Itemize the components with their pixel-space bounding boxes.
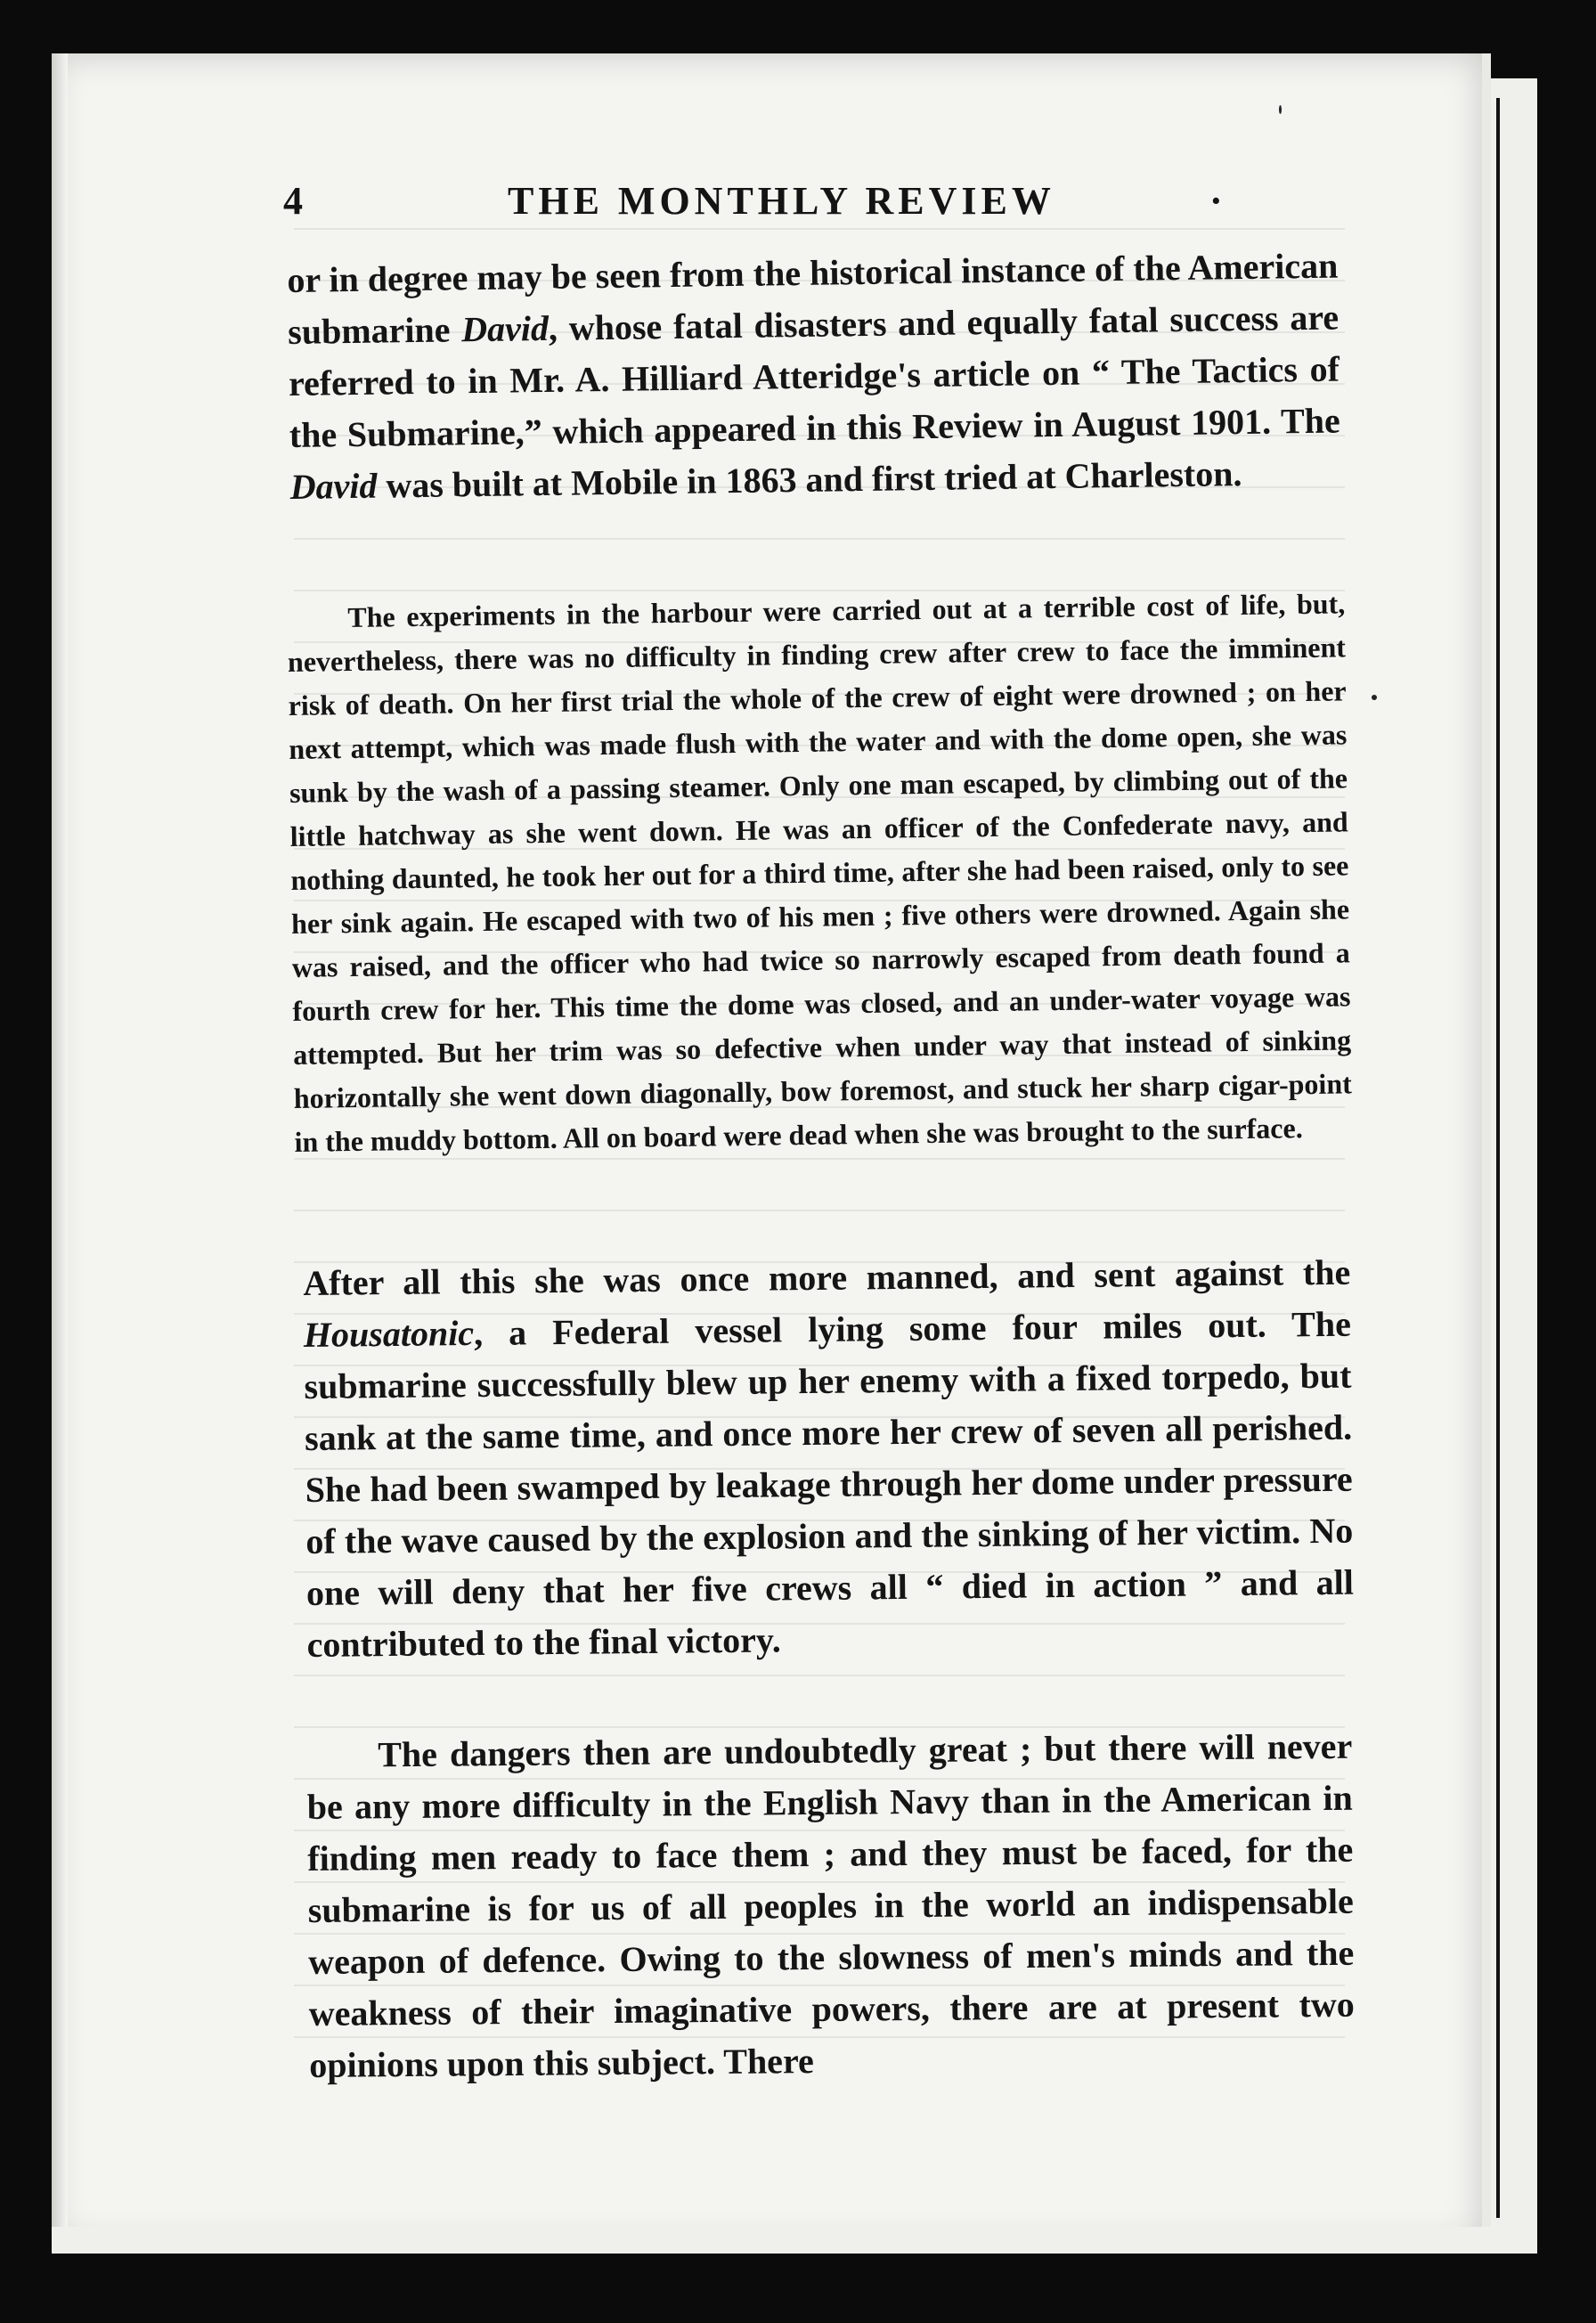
ship-name-italic: Housatonic: [303, 1312, 475, 1355]
paragraph-text: After all this she was once more manned, and sent against the: [303, 1251, 1351, 1303]
paragraph-text: was built at Mobile in 1863 and first tried at Charleston.: [377, 453, 1242, 506]
page-edge-shadow: [1482, 53, 1491, 2245]
paragraph-text: , whose fatal disasters and equally fatal success are referred to in Mr. A. Hilliard Atteridge's article on “ The Tactics of the Submarine,” which appeared in this Review in August 1901. The: [288, 297, 1341, 455]
page-bottom-edge: [52, 2227, 1537, 2254]
page-number: 4: [283, 179, 303, 223]
paragraph-housatonic: [303, 1247, 1355, 1671]
block-quotation: The experiments in the harbour were carried out at a terrible cost of life, but, nevertheless, there was no difficulty in finding crew after crew to face the imminent risk of death. On her first trial the whole of the crew of eight were drowned ; on her next attempt, which was made flush with the water and with the dome open, she was sunk by the wash of a passing steamer. Only one man escaped, by climbing out of the little hatchway as she went down. He was an officer of the Confederate navy, and nothing daunted, he took her out for a third time, after she had been raised, only to see her sink again. He escaped with two of his men ; five others were drowned. Again she was raised, and the officer who had twice so narrowly escaped from death found a fourth crew for her. This time the dome was closed, and an under-water voyage was attempted. But her trim was so defective when under way that instead of sinking horizontally she went down diagonally, bow foremost, and stuck her sharp cigar-point in the muddy bottom. All on board were dead when she was brought to the surface.: [287, 587, 1352, 1158]
journal-title: THE MONTHLY REVIEW: [508, 179, 1055, 223]
paragraph-text: , a Federal vessel lying some four miles out. The submarine successfully blew up her enemy with a fixed torpedo, but sank at the same time, and once more her crew of seven all perished. She had been swamped by leakage through her dome under pressure of the wave caused by the explosion and the sinking of her victim. No one will deny that her five crews all “ died in action ” and all contributed to the final victory.: [304, 1303, 1355, 1665]
scan-speck: [1372, 695, 1377, 700]
paragraph-dangers: The dangers then are undoubtedly great ; but there will never be any more difficulty in the English Navy than in the American in finding men ready to face them ; and they must be faced, for the submarine is for us of all peoples in the world an indispensable weapon of defence. Owing to the slowness of men's minds and the weakness of their imaginative powers, there are at present two opinions upon this subject. There: [306, 1725, 1355, 2085]
ship-name-italic: David: [289, 465, 378, 507]
paragraph-text: or in degree may be seen from the historical instance of the American submarine: [287, 245, 1339, 352]
ship-name-italic: David: [460, 307, 550, 350]
running-head-mark: ·: [1209, 179, 1223, 223]
scan-speck: [1279, 105, 1282, 114]
page-gutter-shadow: [52, 53, 68, 2245]
running-head: [283, 178, 1236, 240]
book-edge-line: [1496, 98, 1500, 2218]
paragraph-intro: [287, 240, 1341, 513]
